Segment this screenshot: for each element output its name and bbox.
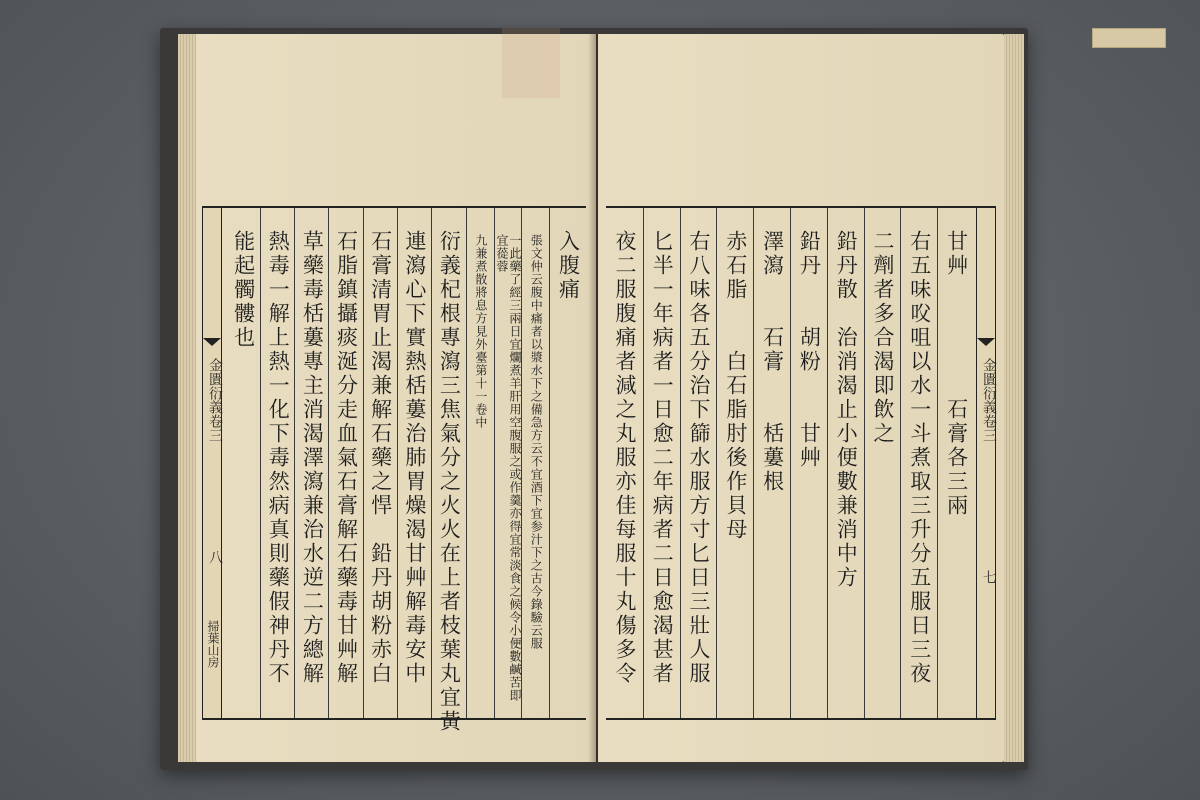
text-column xyxy=(431,208,466,734)
text-column xyxy=(328,208,362,718)
column-text: 甘艸 石膏各三兩 xyxy=(944,230,969,518)
left-columns xyxy=(226,208,586,734)
text-column xyxy=(494,208,522,718)
fish-tail-mark xyxy=(977,338,995,346)
text-column xyxy=(466,208,494,718)
annotation-text: 九兼煮散將息方見外臺第十一卷中 xyxy=(473,234,488,429)
right-banxin xyxy=(976,208,996,718)
text-column xyxy=(549,208,586,718)
annotation-text: 一此藥了經三兩日宜爛煮羊肝用空腹服之或作羹亦得宜常淡食之候令小便數鹹苦即宜蓯蓉 xyxy=(495,234,523,702)
column-text: 石脂鎮攝痰涎分走血氣石膏解石藥毒甘艸解 xyxy=(334,230,359,686)
paper-tab xyxy=(1092,28,1166,48)
banxin-title: 金匱衍義卷三 xyxy=(981,358,997,442)
column-text: 匕半一年病者一日愈二年病者二日愈渴甚者 xyxy=(650,230,675,686)
text-column xyxy=(294,208,328,718)
column-text: 草藥毒栝蔞專主消渴澤瀉兼治水逆二方總解 xyxy=(300,230,325,686)
text-column xyxy=(363,208,397,718)
column-text: 右八味各五分治下篩水服方寸匕日三壯人服 xyxy=(687,230,712,686)
text-column xyxy=(260,208,294,718)
text-column xyxy=(753,208,790,718)
column-text: 熱毒一解上熱一化下毒然病真則藥假神丹不 xyxy=(266,230,291,686)
column-text: 澤瀉 石膏 栝蔞根 xyxy=(760,230,785,494)
left-banxin xyxy=(202,208,222,718)
banxin-leaf: 八 xyxy=(207,550,223,564)
column-text: 鉛丹 胡粉 甘艸 xyxy=(797,230,822,470)
text-column xyxy=(790,208,827,718)
column-text: 夜二服腹痛者減之丸服亦佳每服十丸傷多令 xyxy=(612,230,637,686)
column-text: 衍義杞根專瀉三焦氣分之火火在上者枝葉丸宜黃 xyxy=(437,230,462,734)
left-page xyxy=(196,34,596,762)
left-text-frame xyxy=(202,206,586,734)
column-text: 右五味㕮咀以水一斗煮取三升分五服日三夜 xyxy=(907,230,932,686)
column-text: 二劑者多合渴即飲之 xyxy=(871,230,895,446)
page-edge-left xyxy=(178,34,198,762)
annotation-text: 張文仲云腹中痛者以漿水下之備急方云不宜酒下宜参汁下之古今錄驗云服 xyxy=(529,234,544,650)
right-columns xyxy=(606,208,974,718)
text-column xyxy=(864,208,901,718)
text-column xyxy=(900,208,937,718)
text-column xyxy=(937,208,974,718)
column-text: 入腹痛 xyxy=(556,230,581,302)
text-column xyxy=(680,208,717,718)
column-text: 鉛丹散 治消渴止小便數兼消中方 xyxy=(834,230,859,590)
text-column xyxy=(521,208,549,718)
text-column xyxy=(397,208,431,718)
seal-stamp xyxy=(502,28,560,98)
text-column xyxy=(827,208,864,718)
fish-tail-mark xyxy=(203,338,221,346)
text-column xyxy=(226,208,260,718)
banxin-title: 金匱衍義卷三 xyxy=(207,358,223,442)
right-page xyxy=(598,34,1004,762)
column-text: 能起髑髏也 xyxy=(231,230,256,350)
page-edge-right xyxy=(1004,34,1024,762)
open-book xyxy=(160,28,1028,770)
text-column xyxy=(606,208,643,718)
text-column xyxy=(716,208,753,718)
column-text: 赤石脂 白石脂肘後作貝母 xyxy=(723,230,748,542)
column-text: 連瀉心下實熱栝蔞治肺胃燥渴甘艸解毒安中 xyxy=(402,230,427,686)
banxin-leaf: 七 xyxy=(981,570,997,584)
right-text-frame xyxy=(606,206,996,720)
column-text: 石膏清胃止渴兼解石藥之悍 鉛丹胡粉赤白 xyxy=(368,230,393,686)
text-column xyxy=(643,208,680,718)
banxin-publisher: 掃葉山房 xyxy=(206,620,220,668)
